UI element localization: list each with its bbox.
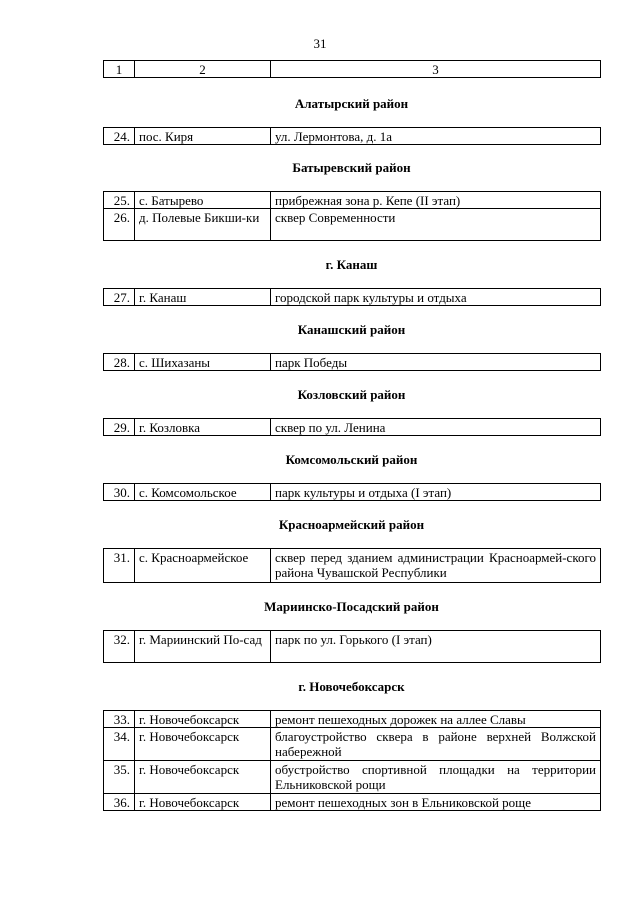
row-object: сквер перед зданием администрации Красноармей-ского района Чувашской Республики [271,549,601,583]
header-cell-2: 2 [135,61,271,78]
table-row [104,711,601,728]
row-object: прибрежная зона р. Кепе (II этап) [271,192,601,209]
row-object: сквер по ул. Ленина [271,419,601,436]
row-object: ремонт пешеходных дорожек на аллее Славы [271,711,601,728]
row-object: благоустройство сквера в районе верхней Волжской набережной [271,728,601,761]
header-cell-1: 1 [104,61,135,78]
row-object: ул. Лермонтова, д. 1а [271,128,601,145]
row-place: г. Новочебоксарск [135,761,271,794]
row-place: г. Канаш [135,289,271,306]
row-place: с. Красноармейское [135,549,271,583]
row-number: 28. [104,354,135,371]
row-number: 35. [104,761,135,794]
district-table [103,127,601,145]
row-number: 36. [104,794,135,811]
district-heading: Алатырский район [294,96,409,111]
district-table [103,548,601,583]
row-number: 32. [104,631,135,663]
row-object: обустройство спортивной площадки на территории Ельниковской рощи [271,761,601,794]
row-number: 26. [104,209,135,241]
page-number: 31 [313,36,327,51]
row-object: парк по ул. Горького (I этап) [271,631,601,663]
table-row [104,128,601,145]
row-object: парк культуры и отдыха (I этап) [271,484,601,501]
table-row [104,192,601,209]
row-place: г. Козловка [135,419,271,436]
table-row [104,728,601,761]
table-row [104,289,601,306]
district-heading: Батыревский район [292,160,411,175]
table-row [104,549,601,583]
row-place: д. Полевые Бикши-ки [135,209,271,241]
row-place: с. Батырево [135,192,271,209]
table-row [104,631,601,663]
table-row [104,794,601,811]
row-place: г. Мариинский По-сад [135,631,271,663]
row-place: г. Новочебоксарск [135,794,271,811]
table-row [104,484,601,501]
row-object: сквер Современности [271,209,601,241]
row-number: 27. [104,289,135,306]
row-place: г. Новочебоксарск [135,728,271,761]
district-heading: Комсомольский район [285,452,418,467]
row-number: 33. [104,711,135,728]
header-cell-3: 3 [271,61,601,78]
row-number: 29. [104,419,135,436]
district-table [103,483,601,501]
district-table [103,710,601,811]
district-table [103,353,601,371]
district-heading: Канашский район [297,322,406,337]
row-number: 34. [104,728,135,761]
district-heading: Козловский район [297,387,406,402]
district-table [103,418,601,436]
row-place: пос. Киря [135,128,271,145]
district-table [103,191,601,241]
row-object: ремонт пешеходных зон в Ельниковской роще [271,794,601,811]
district-heading: Мариинско-Посадский район [264,599,439,614]
table-row [104,761,601,794]
row-place: с. Комсомольское [135,484,271,501]
district-heading: Красноармейский район [278,517,425,532]
district-heading: г. Новочебоксарск [298,679,405,694]
row-object: парк Победы [271,354,601,371]
document-body [103,60,600,811]
row-place: с. Шихазаны [135,354,271,371]
row-place: г. Новочебоксарск [135,711,271,728]
row-number: 30. [104,484,135,501]
header-table [103,60,601,78]
row-object: городской парк культуры и отдыха [271,289,601,306]
district-table [103,288,601,306]
table-row [104,209,601,241]
row-number: 24. [104,128,135,145]
district-table [103,630,601,663]
sections-container [103,96,600,811]
district-heading: г. Канаш [325,257,378,272]
header-row [104,61,601,78]
row-number: 31. [104,549,135,583]
table-row [104,354,601,371]
table-row [104,419,601,436]
row-number: 25. [104,192,135,209]
